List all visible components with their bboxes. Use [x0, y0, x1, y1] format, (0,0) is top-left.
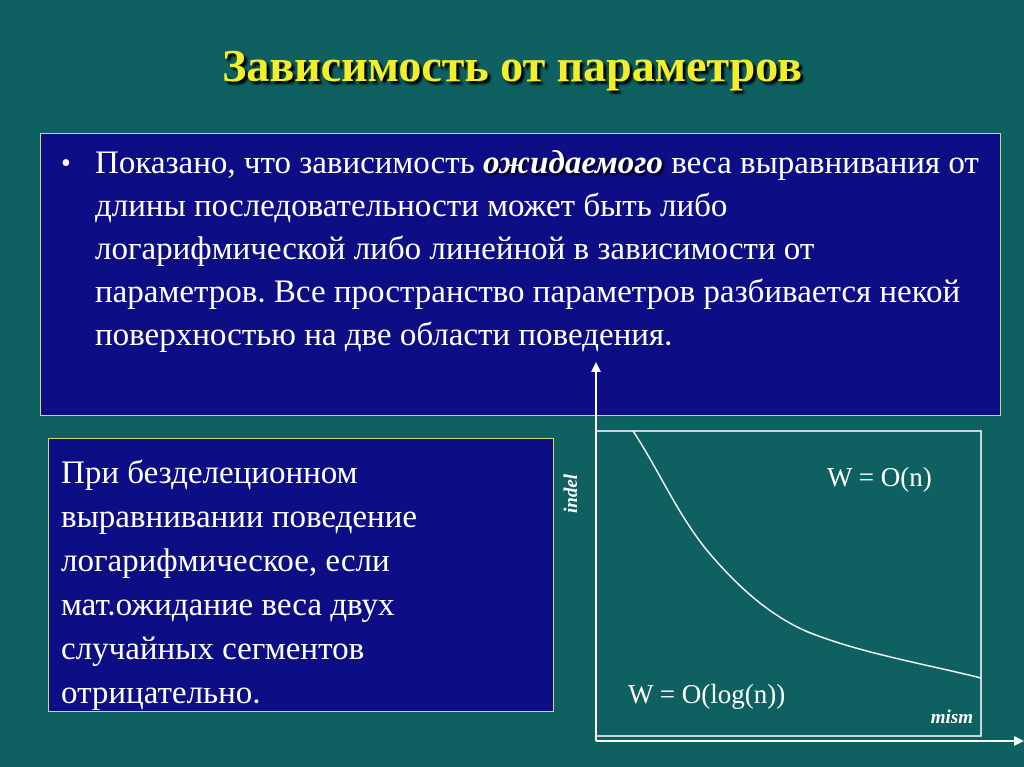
log-region-label: W = O(log(n)) — [628, 679, 786, 709]
x-axis-label: mism — [930, 707, 973, 728]
y-axis-label: indel — [561, 473, 582, 513]
bullet-paragraph — [95, 142, 984, 357]
paragraph-text-end: веса выравнивания от длины последовательности может быть либо логарифмической либо линейной в зависимости от параметров. Все пространство параметров разбивается некой поверхностью на две области поведения. — [95, 145, 979, 353]
paragraph-text-start: Показано, что зависимость — [95, 145, 483, 181]
emphasized-word: ожидаемого — [483, 145, 663, 181]
condition-text-box — [48, 438, 554, 712]
bullet-marker: • — [61, 148, 71, 179]
slide-title: Зависимость от параметров — [222, 40, 802, 91]
bullet-item — [61, 142, 984, 357]
parameter-space-diagram — [555, 355, 1024, 767]
linear-region-label: W = O(n) — [827, 462, 932, 492]
condition-paragraph: При безделеционном выравнивании поведение логарифмическое, если мат.ожидание веса двух случайных сегментов отрицательно. — [61, 455, 417, 711]
